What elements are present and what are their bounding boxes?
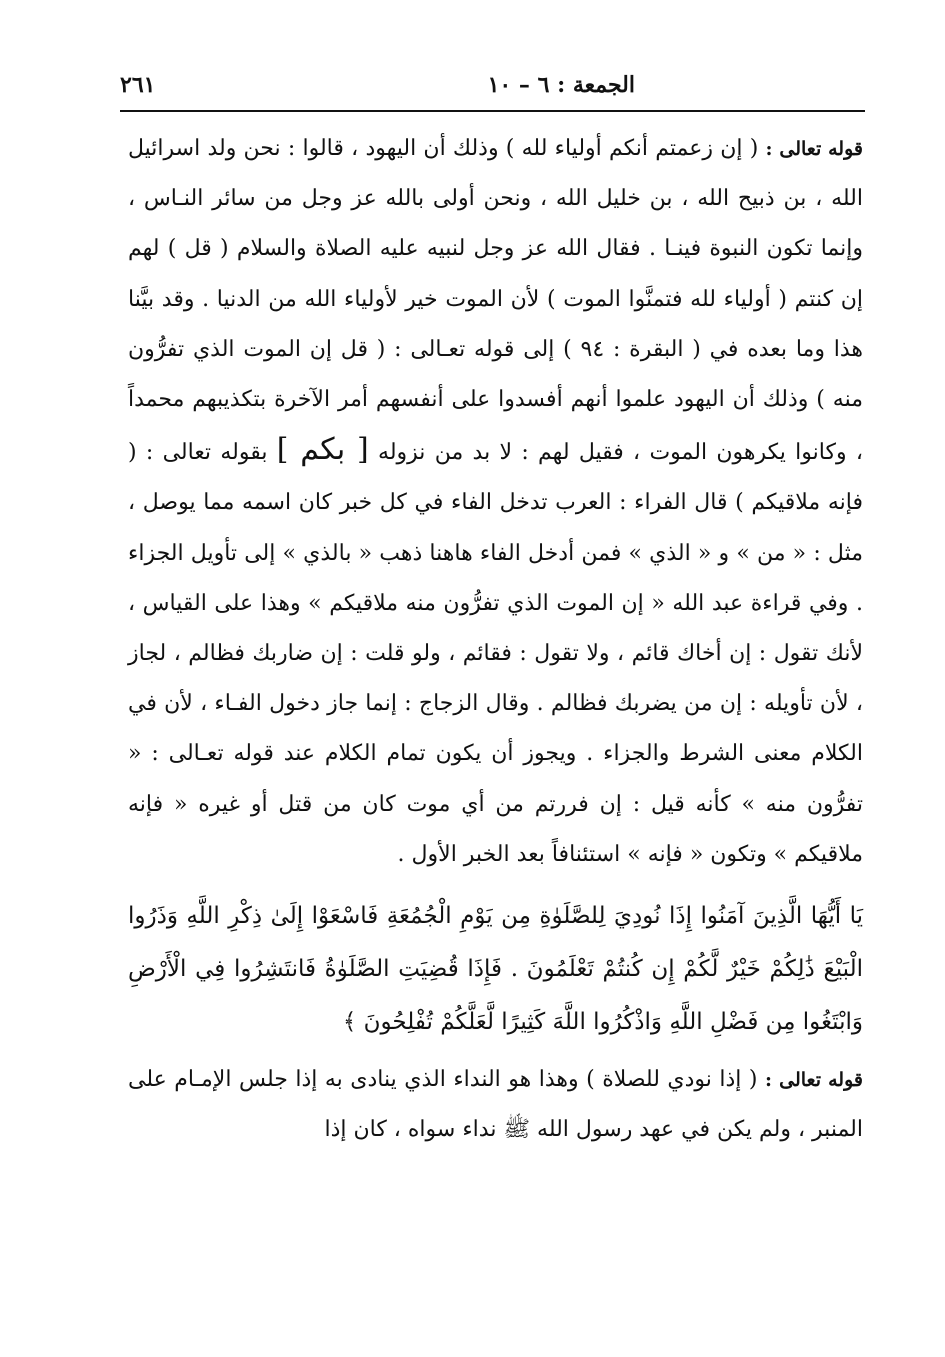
chapter-title: الجمعة : ٦ – ١٠ [487,72,635,98]
commentary-paragraph [128,124,863,880]
running-header [120,72,865,112]
quran-verse-block: يَا أَيُّهَا الَّذِينَ آمَنُوا إِذَا نُودِيَ لِلصَّلَوٰةِ مِن يَوْمِ الْجُمُعَةِ فَاسْعَوْا إِلَىٰ ذِكْرِ اللَّهِ وَذَرُوا الْبَيْعَ ذَٰلِكُمْ خَيْرٌ لَّكُمْ إِن كُنتُمْ تَعْلَمُونَ . فَإِذَا قُضِيَتِ الصَّلَوٰةُ فَانتَشِرُوا فِي الْأَرْضِ وَابْتَغُوا مِن فَضْلِ اللَّهِ وَاذْكُرُوا اللَّهَ كَثِيرًا لَّعَلَّكُمْ تُفْلِحُونَ ﴾ [128,903,863,1036]
verse-reference-lead-2: قوله تعالى : [765,1069,863,1092]
page-body [128,124,863,1155]
page-number: ٢٦١ [120,72,156,98]
commentary-text: ( إن زعمتم أنكم أولياء لله ) وذلك أن اليهود ، قالوا : نحن ولد اسرائيل الله ، بن ذبيح الله ، بن خليل الله ، ونحن أولى بالله عز وجل من سائر النـاس ، وإنما تكون النبوة فينـا . فقال الله عز وجل لنبيه عليه الصلاة والسلام ( قل ) لهم إن كنتم ( أولياء لله فتمنَّوا الموت ) لأن الموت خير لأولياء الله من الدنيا . وقد بيَّنا هذا وما بعده في ( البقرة : ٩٤ ) إلى قوله تعـالى : ( قل إن الموت الذي تفرُّون منه ) وذلك أن اليهود علموا أنهم أفسدوا على أنفسهم أمر الآخرة بتكذيبهم محمداً ، وكانوا يكرهون الموت ، فقيل لهم : لا بد من نزوله [128,136,863,466]
editor-insertion: [ بكم ] [276,432,369,468]
verse-reference-lead: قوله تعالى : [765,138,863,160]
commentary-text-2: ( إذا نودي للصلاة ) وهذا هو النداء الذي ينادى به إذا جلس الإمـام على المنبر ، ولم يكن في عهد رسول الله ﷺ نداء سواه ، كان إذا [128,1067,863,1143]
header-divider [120,110,865,112]
commentary-text-continued: بقوله تعالى : ( فإنه ملاقيكم ) قال الفراء : العرب تدخل الفاء في كل خبر كان اسمه مما يوصل ، مثل : « من » و « الذي » فمن أدخل الفاء هاهنا ذهب « بالذي » إلى تأويل الجزاء . وفي قراءة عبد الله « إن الموت الذي تفرُّون منه ملاقيكم » وهذا على القياس ، لأنك تقول : إن أخاك قائم ، ولا تقول : فقائم ، ولو قلت : إن ضاربك فظالم ، لجاز ، لأن تأويله : إن من يضربك فظالم . وقال الزجاج : إنما جاز دخول الفـاء ، لأن في الكلام معنى الشرط والجزاء . ويجوز أن يكون تمام الكلام عند قوله تعـالى : « تفرُّون منه » كأنه قيل : إن فررتم من أي موت كان من قتل أو غيره « فإنه ملاقيكم » وتكون « فإنه » استئنافاً بعد الخبر الأول . [128,440,863,867]
commentary-paragraph-2 [128,1055,863,1155]
